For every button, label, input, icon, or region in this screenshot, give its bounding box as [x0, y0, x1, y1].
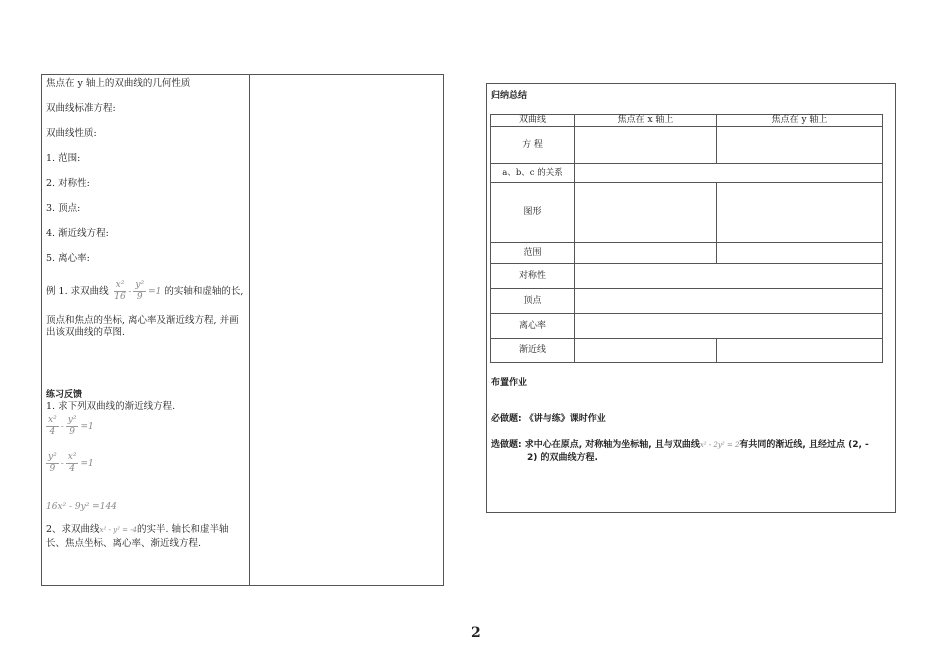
example-1-line2: 顶点和焦点的坐标, 离心率及渐近线方程, 并画	[46, 315, 239, 326]
page-number: 2	[471, 625, 481, 641]
table-header: 焦点在 x 轴上	[575, 115, 717, 127]
fraction-x2-16: $\frac{\text{x²}}{16}$	[114, 280, 126, 302]
example-1-suffix: 的实轴和虚轴的长,	[164, 286, 244, 297]
table-row-label: 离心率	[491, 314, 575, 339]
prop-asymptote: 4. 渐近线方程:	[46, 228, 109, 239]
summary-table	[490, 114, 883, 363]
practice-heading: 练习反馈	[46, 390, 83, 400]
table-header: 焦点在 y 轴上	[717, 115, 883, 127]
table-row-label: 范围	[491, 243, 575, 264]
practice-q2-line2: 长、焦点坐标、离心率、渐近线方程.	[46, 538, 202, 549]
props-label: 双曲线性质:	[46, 128, 97, 139]
example-1-prefix: 例 1. 求双曲线	[46, 286, 109, 297]
optional-task-line2: 2) 的双曲线方程.	[527, 453, 598, 463]
equation-a: $\frac{\text{x²}}{4}$ - $\frac{\text{y²}}{9}$ =1	[48, 415, 94, 437]
practice-q2: 2、求双曲线x² - y² = -4的实半. 轴长和虚半轴	[46, 524, 229, 535]
prop-eccentricity: 5. 离心率:	[46, 253, 90, 264]
example-1-line3: 出该双曲线的草图.	[46, 327, 126, 338]
table-row-label: 方 程	[491, 127, 575, 164]
table-row-label: 渐近线	[491, 339, 575, 363]
homework-heading: 布置作业	[491, 378, 528, 388]
must-do: 必做题: 《讲与练》课时作业	[491, 414, 606, 424]
fraction-y2-9: $\frac{\text{y²}}{9}$	[135, 280, 145, 302]
table-header: 双曲线	[491, 115, 575, 127]
equation-c: 16x² - 9y² =144	[46, 502, 117, 512]
practice-q1: 1. 求下列双曲线的渐近线方程.	[46, 401, 176, 412]
table-row-label: 图形	[491, 183, 575, 243]
summary-heading: 归纳总结	[491, 91, 528, 101]
example-1: 例 1. 求双曲线 $\frac{\text{x²}}{16}$ - $\frac{\text{y²}}{9}$ =1 的实轴和虚轴的长,	[46, 280, 244, 302]
prop-symmetry: 2. 对称性:	[46, 178, 90, 189]
equation-b: $\frac{\text{y²}}{9}$ - $\frac{\text{x²}}{4}$ =1	[48, 452, 94, 474]
prop-vertex: 3. 顶点:	[46, 203, 81, 214]
left-panel-divider	[249, 74, 250, 586]
table-row-label: a、b、c 的关系	[491, 164, 575, 183]
prop-range: 1. 范围:	[46, 153, 81, 164]
table-row-label: 顶点	[491, 289, 575, 314]
table-row-label: 对称性	[491, 264, 575, 289]
left-title: 焦点在 y 轴上的双曲线的几何性质	[46, 78, 191, 89]
std-eq-label: 双曲线标准方程:	[46, 103, 116, 114]
optional-task: 选做题: 求中心在原点, 对称轴为坐标轴, 且与双曲线x² - 2y² = 2有共同的渐近线, 且经过点 (2, -	[491, 440, 869, 450]
